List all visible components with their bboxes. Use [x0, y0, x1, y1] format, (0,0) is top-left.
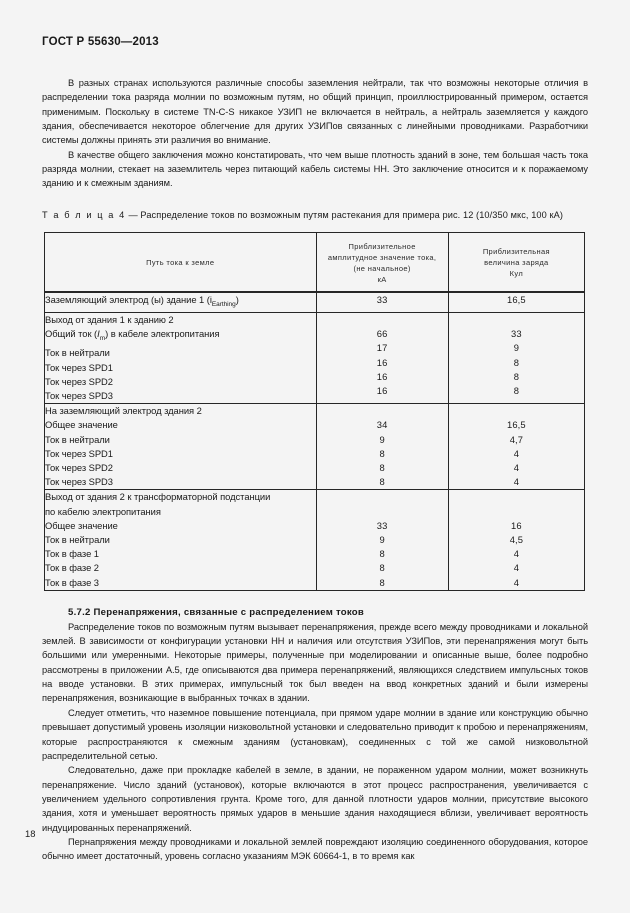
table-cell-path — [45, 313, 317, 404]
standard-header: ГОСТ Р 55630—2013 — [42, 36, 159, 48]
paragraph-3: Распределение токов по возможным путям вызывает перенапряжения, прежде всего между проводниками и локальной землей. В зависимости от конфигурации установки НН и наличия или отсутствия УЗИПов, эти перенапряжения могут быть большими или умеренными. Некоторые примеры, полученные при моделировании и описанные выше, более подробно рассмотрены в приложении А.5, где описываются два примера перенапряжений, являющихся следствием импульсных токов на вводе установки. В этих примерах, импульсный ток был введен на ввод конкретных зданий и были измерены перенапряжения, возникающие в выбранных точках в здании. — [42, 621, 588, 704]
spacer — [42, 591, 588, 605]
table-cell-line: 4,7 — [509, 433, 524, 445]
column-header-path: Путь тока к земле — [45, 232, 317, 292]
table-cell-line: 8 — [379, 562, 385, 574]
table-cell-line: 33 — [376, 519, 388, 531]
table-cell-line: 4 — [513, 576, 520, 588]
paragraph-4: Следует отметить, что наземное повышение потенциала, при прямом ударе молнии в здание или конструкцию обычно превышает допустимый уровень изоляции низковольтной установки и следовательно приводит к пробою и перенапряжениям, которые распространяются к смежным зданиям (установкам), соединенных с той же самой низковольтной распределительной сетью. — [42, 707, 588, 761]
table-cell-line: Общее значение — [45, 519, 118, 531]
table-row — [45, 313, 585, 404]
table-cell-line: 8 — [379, 576, 385, 588]
table-cell-line: 4 — [513, 548, 520, 560]
column-header-charge-line2: величина заряда — [484, 258, 549, 268]
column-header-amplitude-line2: амплитудное значение тока, — [327, 252, 437, 262]
table-cell-amplitude — [316, 404, 448, 490]
table-cell-charge — [448, 404, 584, 490]
column-header-charge-line1: Приблизительная — [482, 247, 550, 257]
table-cell-line: 16 — [376, 385, 388, 397]
table-cell-amplitude — [316, 490, 448, 590]
table-cell-line: 16,5 — [507, 293, 526, 305]
table-cell-line: 66 — [376, 328, 388, 340]
table-cell-path — [45, 292, 317, 313]
table-cell-line: Ток через SPD3 — [45, 476, 113, 488]
column-header-amplitude — [316, 232, 448, 292]
table-caption-text: — Распределение токов по возможным путям растекания для примера рис. 12 (10/350 мкс, 100 кА) — [125, 209, 563, 220]
table-cell-line: 8 — [379, 461, 385, 473]
table-caption-label: Т а б л и ц а 4 — [42, 209, 126, 220]
table-header — [45, 232, 585, 292]
table-cell-line: Ток в фазе 3 — [45, 576, 99, 588]
table-cell-line: 33 — [511, 328, 522, 340]
table-cell-line: Заземляющий электрод (ы) здание 1 $(i_{Earthing})$ — [45, 293, 239, 308]
table-cell-line: 4,5 — [509, 533, 524, 545]
table-cell-line: Общий ток $(I_m)$ в кабеле электропитания — [45, 328, 220, 343]
table-cell-line: Ток через SPD2 — [45, 461, 113, 473]
table-cell-line: 8 — [513, 385, 520, 397]
table-cell-line: 33 — [376, 293, 388, 305]
table-cell-line: 34 — [376, 419, 388, 431]
table-cell-line: 8 — [379, 447, 385, 459]
page-content — [42, 76, 588, 864]
table-cell-line: 16 — [511, 519, 522, 531]
table-header-row — [45, 232, 585, 292]
table-cell-line: 16 — [376, 370, 388, 382]
table-cell-line: 8 — [379, 476, 385, 488]
table-cell-path — [45, 490, 317, 590]
column-header-amplitude-line1: Приблизительное — [348, 241, 416, 251]
table-cell-line: 16,5 — [507, 419, 526, 431]
table-cell-line: 4 — [513, 447, 520, 459]
table-body — [45, 292, 585, 590]
paragraph-2: В качестве общего заключения можно констатировать, что чем выше плотность зданий в зоне, тем большая часть тока разряда молнии, стекает на заземлитель через питающий кабель системы НН. Это заключение относится и к поражаемому зданию и к смежным зданиям. — [42, 149, 588, 189]
table-cell-charge — [448, 313, 584, 404]
table-cell-line: 9 — [379, 533, 385, 545]
table-row — [45, 404, 585, 490]
column-header-amplitude-line3: (не начальное) — [353, 263, 411, 273]
paragraph-1: В разных странах используются различные способы заземления нейтрали, так что возможны некоторые отличия в распределении тока разряда молнии по возможным путям, но общий принцип, проиллюстрированный примером, остается применимым. Поскольку в системе TN-C-S никакое УЗИП не включается в нейтраль, а нейтраль заземляется у каждого здания, обеспечивается некоторое облегчение для других УЗИПов связанных с линейными проводниками. Разработчики системы должны принять эти различия во внимание. — [42, 78, 588, 146]
table-cell-amplitude — [316, 292, 448, 313]
paragraph-6: Пернапряжения между проводниками и локальной землей повреждают изоляцию соединенного оборудования, которое обычно имеет достаточный, уровень согласно указаниям МЭК 60664-1, в то время как — [42, 836, 588, 862]
column-header-amplitude-line4: кА — [377, 274, 387, 284]
current-distribution-table — [44, 232, 585, 591]
section-heading-5-7-2: 5.7.2 Перенапряжения, связанные с распределением токов — [68, 606, 365, 618]
table-cell-charge — [448, 292, 584, 313]
table-cell-amplitude — [316, 313, 448, 404]
table-cell-line: 16 — [376, 356, 388, 368]
column-header-charge — [448, 232, 584, 292]
table-cell-line: Ток через SPD1 — [45, 361, 113, 373]
table-cell-line: Выход от здания 2 к трансформаторной подстанции — [45, 491, 271, 503]
table-cell-line: Ток в фазе 1 — [45, 548, 99, 560]
table-cell-line: Ток в фазе 2 — [45, 562, 99, 574]
table-cell-line: На заземляющий электрод здания 2 — [45, 405, 202, 417]
page-number: 18 — [25, 828, 36, 839]
paragraph-5: Следовательно, даже при прокладке кабелей в земле, в здании, не пораженном ударом молнии, может возникнуть перенапряжение. Число зданий (установок), которые включаются в этот процесс распространения, увеличивается с увеличением удельного сопротивления грунта. Кроме того, для данной плотности ударов молнии, присутствие высокого здания, хотя и уменьшает вероятность прямых ударов в меньшие здания находящиеся вблизи, увеличивает вероятность индуцированных перенапряжений. — [42, 765, 588, 833]
table-cell-line: Ток в нейтрали — [45, 433, 110, 445]
table-cell-line: 9 — [379, 433, 385, 445]
table-cell-line: 8 — [513, 370, 520, 382]
spacer — [42, 191, 588, 208]
table-caption — [42, 208, 588, 222]
table-cell-line: по кабелю электропитания — [45, 505, 161, 517]
table-cell-line: Ток через SPD3 — [45, 389, 113, 401]
table-cell-line: 8 — [513, 356, 520, 368]
table-cell-line: 8 — [379, 548, 385, 560]
table-cell-line: 4 — [513, 476, 520, 488]
table-cell-line: 4 — [513, 562, 520, 574]
table-cell-line: Ток через SPD2 — [45, 375, 113, 387]
table-row — [45, 292, 585, 313]
table-row — [45, 490, 585, 590]
table-cell-line: Ток в нейтрали — [45, 347, 110, 359]
table-cell-charge — [448, 490, 584, 590]
table-cell-line: 9 — [513, 342, 520, 354]
table-cell-line: Общее значение — [45, 419, 118, 431]
table-cell-path — [45, 404, 317, 490]
table-cell-line: Ток через SPD1 — [45, 447, 113, 459]
table-cell-line: 4 — [513, 461, 520, 473]
table-cell-line: Выход от здания 1 к зданию 2 — [45, 314, 174, 326]
column-header-charge-line3: Кул — [509, 269, 524, 279]
table-cell-line: Ток в нейтрали — [45, 533, 110, 545]
table-cell-line: 17 — [376, 342, 388, 354]
